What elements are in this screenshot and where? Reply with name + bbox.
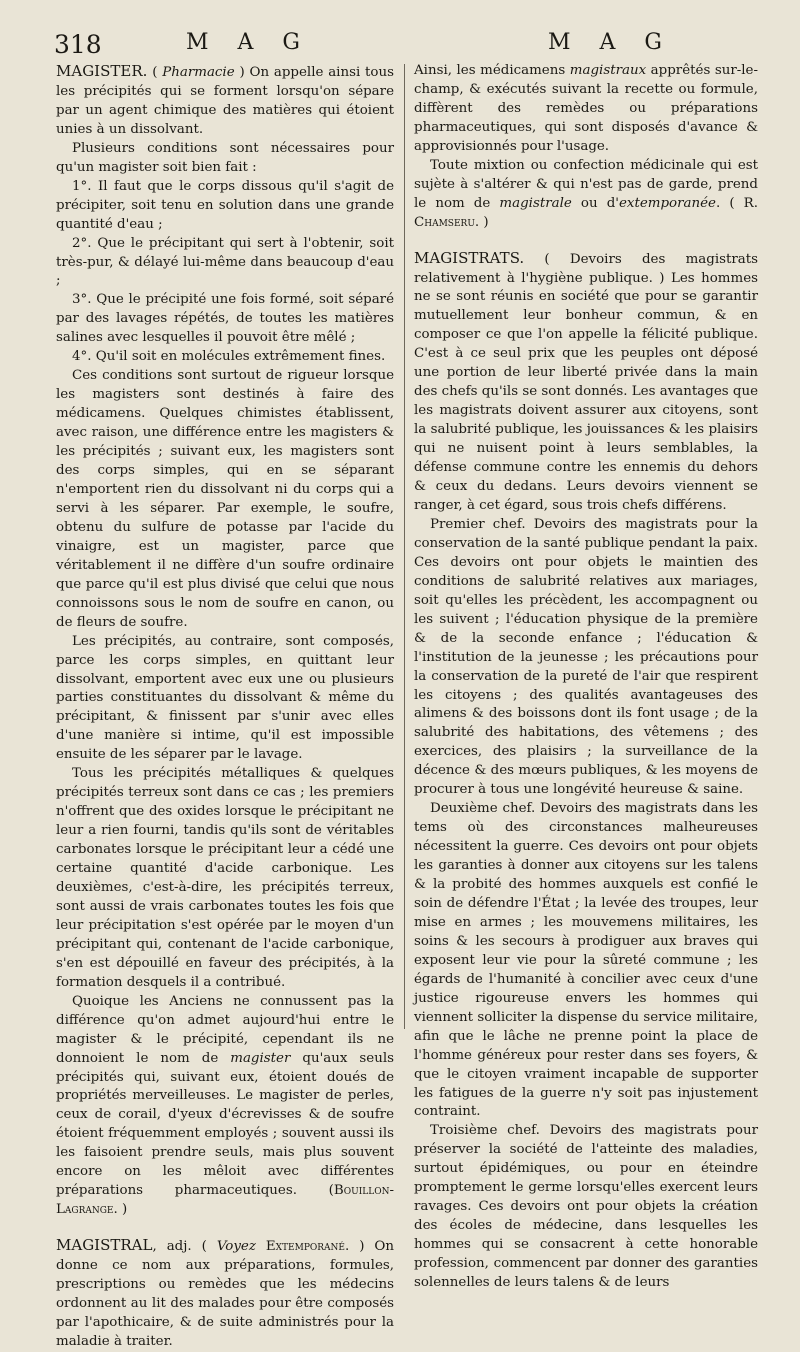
- running-head-left: M A G: [186, 30, 311, 55]
- troisieme-chef-paragraph: Troisième chef. Devoirs des magistrats pour préserver la société de l'atteinte des maladies, surtout épidémiques, ou pour en éteindre promptement le germe lorsqu'elles exercent leurs ravages. Ces devoirs ont pour objets la création des écoles de médecine, dans lesquelles les hommes qui se consacrent à cette honorable profession, commencent par donner des garanties solennelles de leurs talens & de leurs: [414, 1123, 758, 1291]
- premier-chef-paragraph: Premier chef. Devoirs des magistrats pour la conservation de la santé publique pendant la paix. Ces devoirs ont pour objets le maintien des conditions de salubrité relatives aux mariages, soit qu'elles les précèdent, les accompagnent ou les suivent ; l'éducation physique de la première & de la seconde enfance ; l'éducation & l'institution de la jeunesse ; les précautions pour la conservation de la pureté de l'air que respirent les citoyens ; des qualités avantageuses des alimens & des boissons dont ils font usage ; de la salubrité des habitations, des vêtemens ; des exercices, des plaisirs ; la surveillance de la décence & des mœurs publiques, & les moyens de procurer à tous une longévité heureuse & saine.: [414, 516, 758, 798]
- page-number: 318: [54, 30, 102, 59]
- field-label: Pharmacie: [162, 65, 235, 80]
- magistral-continued-paragraph: Ainsi, les médicamens magistraux apprêtés sur-le-champ, & exécutés suivant la recette ou formule, diffèrent des remèdes ou préparations pharmaceutiques, qui sont disposés d'avance & approvisionnés pour l'usage.: [414, 63, 759, 154]
- voyez-label: Voyez: [216, 1239, 256, 1255]
- condition-1: 1°. Il faut que le corps dissous qu'il s'agit de précipiter, soit tenu en solution dans une grande quantité d'eau ;: [56, 178, 394, 232]
- running-head-right: M A G: [548, 30, 673, 55]
- magistral-paragraph: MAGISTRAL, adj. ( Voyez Extemporané. ) On donne ce nom aux préparations, formules, prescriptions ou remèdes que les médecins ordonnent au lit des malades pour être composés par l'apothicaire, & de suite administrés pour la maladie à traiter.: [56, 1236, 394, 1349]
- conditions-rigueur-paragraph: Ces conditions sont surtout de rigueur lorsque les magisters sont destinés à faire des médicamens. Quelques chimistes établissent, avec raison, une différence entre les magisters & les précipités ; suivant eux, les magisters sont des corps simples, qui en se séparant n'emportent rien du dissolvant ni du corps qui a servi à les séparer. Par exemple, le soufre, obtenu du sulfure de potasse par l'acide du vinaigre, est un magister, parce que véritablement il ne diffère d'un soufre ordinaire que parce qu'il est plus divisé que celui que nous connoissons sous le nom de soufre en canon, ou de fleurs de soufre.: [56, 368, 394, 630]
- mixtion-paragraph: Toute mixtion ou confection médicinale qui est sujète à s'altérer & qui n'est pas de garde, prend le nom de magistrale ou d'extemporanée. ( R. Chamseru. ): [414, 157, 759, 230]
- condition-2: 2°. Que le précipitant qui sert à l'obtenir, soit très-pur, & délayé lui-même dans beaucoup d'eau ;: [56, 235, 394, 289]
- left-column: [56, 62, 394, 1352]
- cross-reference: Extemporané: [255, 1239, 345, 1255]
- magistrats-intro-paragraph: MAGISTRATS. ( Devoirs des magistrats relativement à l'hygiène publique. ) Les hommes ne se sont réunis en société que pour se garantir mutuellement leur bonheur commun, & en composer ce que l'on appelle la félicité publique. C'est à ce seul prix que les peuples ont déposé une portion de leur liberté privée dans la main des chefs qu'ils se sont donnés. Les avantages que les magistrats doivent assurer aux citoyens, sont la salubrité publique, les jouissances & les plaisirs qui ne nuisent point à leurs semblables, la défense commune contre les ennemis du dehors & ceux du dedans. Leurs devoirs viennent se ranger, à cet égard, sous trois chefs différens.: [414, 248, 758, 513]
- lemma-magistral: MAGISTRAL: [56, 1236, 153, 1255]
- metalliques-paragraph: Tous les précipités métalliques & quelques précipités terreux sont dans ce cas ; les premiers n'offrent que des oxides lorsque le précipitant ne leur a rien fourni, tandis qu'ils sont de véritables carbonates lorsque le précipitant leur a cédé une certaine quantité d'acide carbonique. Les deuxièmes, c'est-à-dire, les précipités terreux, sont aussi de vrais carbonates toutes les fois que leur précipitation s'est opérée par le moyen d'un précipitant qui, contenant de l'acide carbonique, s'en est dépouillé en faveur des précipités, à la formation desquels il a contribué.: [56, 766, 394, 990]
- conditions-paragraph: Plusieurs conditions sont nécessaires pour qu'un magister soit bien fait :: [56, 140, 394, 175]
- right-column: [414, 62, 758, 1293]
- term-magistrale: magistrale: [499, 195, 572, 211]
- precipites-paragraph: Les précipités, au contraire, sont composés, parce les corps simples, en quittant leur dissolvant, emportent avec eux une ou plusieurs parties constituantes du dissolvant & même du précipitant, & finissent par s'unir avec elles d'une manière si intime, qu'il est impossible ensuite de les séparer par le lavage.: [56, 633, 394, 763]
- anciens-paragraph: Quoique les Anciens ne connussent pas la différence qu'on admet aujourd'hui entre le magister & le précipité, cependant ils ne donnoient le nom de magister qu'aux seuls précipités qui, suivant eux, étoient doués de propriétés merveilleuses. Le magister de perles, ceux de corail, d'yeux d'écrevisses & de soufre étoient fréquemment employés ; souvent aussi ils les faisoient prendre seuls, mais plus souvent encore on les mêloit avec différentes préparations pharmaceutiques. (Bouillon-Lagrange. ): [56, 993, 394, 1218]
- term-magister: magister: [230, 1050, 291, 1066]
- lemma-magister: MAGISTER.: [56, 62, 148, 80]
- attribution-bouillon-lagrange: Bouillon-Lagrange: [56, 1183, 394, 1218]
- term-extemporanee: extemporanée: [618, 195, 716, 211]
- magister-intro-paragraph: MAGISTER. ( Pharmacie ) On appelle ainsi tous les précipités qui se forment lorsqu'on sépare par un agent chimique des matières qui étoient unies à un dissolvant.: [56, 62, 394, 137]
- deuxieme-chef-paragraph: Deuxième chef. Devoirs des magistrats dans les tems où des circonstances malheureuses nécessitent la guerre. Ces devoirs ont pour objets les garanties à donner aux citoyens sur les talens & la probité des hommes auxquels est confié le soin de défendre l'État ; la levée des troupes, leur mise en armes ; les mouvemens militaires, les soins & les secours à prodiguer aux braves qui exposent leur vie pour la sûreté commune ; les égards de l'humanité à concilier avec ceux d'une justice rigoureuse envers les hommes qui viennent solliciter la dispense du service militaire, afin que le lâche ne prenne point la place de l'homme généreux pour rester dans ses foyers, & que le citoyen vraiment incapable de supporter les fatigues de la guerre n'y soit pas injustement contraint.: [414, 801, 758, 1120]
- column-divider: [404, 64, 405, 1029]
- lemma-magistrats: MAGISTRATS.: [414, 248, 525, 267]
- term-magistraux: magistraux: [569, 63, 647, 78]
- attribution-chamseru: Chamseru: [414, 214, 475, 230]
- condition-3: 3°. Que le précipité une fois formé, soit séparé par des lavages répétés, de toutes les matières salines avec lesquelles il pouvoit être mêlé ;: [56, 292, 394, 346]
- condition-4: 4°. Qu'il soit en molécules extrêmement fines.: [72, 349, 386, 365]
